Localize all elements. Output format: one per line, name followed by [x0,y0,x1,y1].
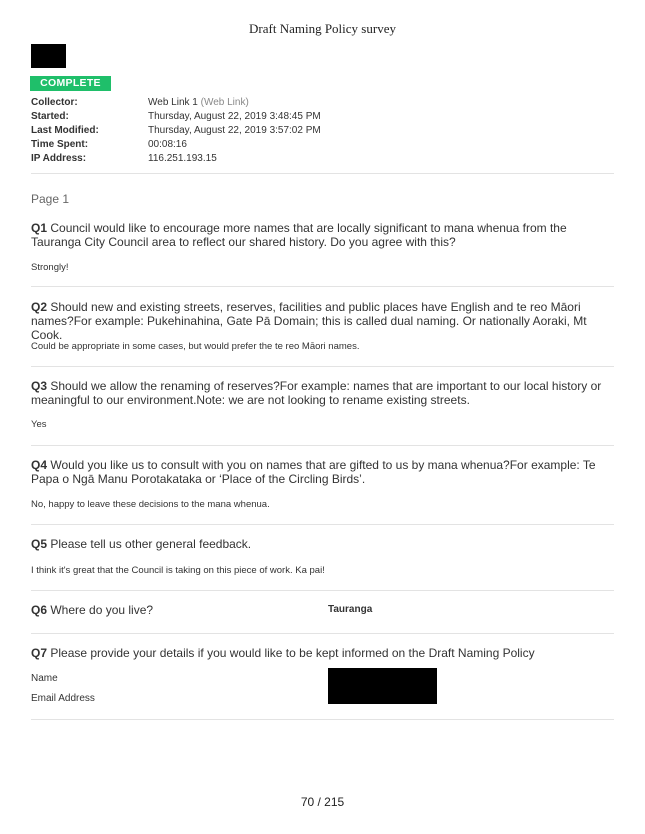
question-number: Q4 [31,458,48,472]
question-4 [31,458,614,518]
redacted-logo [31,44,66,68]
question-number: Q2 [31,300,48,314]
question-text [31,646,614,660]
collector-name: Web Link 1 [148,97,198,108]
question-number: Q1 [31,221,48,235]
question-5 [31,537,614,582]
question-body: Please tell us other general feedback. [47,537,252,551]
question-2 [31,300,614,360]
collector-type: (Web Link) [197,97,249,108]
divider [31,590,614,591]
page-number: 70 / 215 [300,795,345,809]
field-label-email: Email Address [31,693,95,704]
meta-value: 116.251.193.15 [148,153,217,164]
question-body: Should new and existing streets, reserves, facilities and public places have English and te reo Māori names?For example: Pukehinahina, Gate Pā Domain; this is called dual naming. Or nationally Aoraki, Mt Cook. [31,300,587,342]
question-number: Q3 [31,379,48,393]
question-text [31,221,614,249]
meta-row-time-spent [31,138,614,152]
question-number: Q7 [31,646,48,660]
meta-value: Thursday, August 22, 2019 3:57:02 PM [148,125,321,136]
meta-label: IP Address: [31,153,87,164]
question-7 [31,646,614,716]
document-title: Draft Naming Policy survey [249,21,396,36]
meta-row-collector [31,96,614,110]
meta-row-ip-address [31,152,614,166]
meta-value [148,96,249,110]
answer-text: I think it's great that the Council is taking on this piece of work. Ka pai! [31,565,325,576]
status-badge: COMPLETE [30,76,111,91]
divider [31,633,614,634]
redacted-contact-details [328,668,437,704]
question-6 [31,603,614,623]
meta-value: Thursday, August 22, 2019 3:48:45 PM [148,111,321,122]
question-text [31,603,614,617]
question-1 [31,221,614,281]
divider [31,719,614,720]
question-body: Should we allow the renaming of reserves?For example: names that are important to our local history or meaningful to our environment.Note: we are not looking to rename existing streets. [31,379,602,407]
meta-row-started [31,110,614,124]
question-text [31,379,614,407]
meta-label: Collector: [31,97,78,108]
question-text [31,458,614,486]
response-metadata [31,96,614,166]
page-label: Page 1 [31,192,70,206]
answer-text: Strongly! [31,262,69,273]
divider [31,524,614,525]
divider [31,286,614,287]
divider [31,445,614,446]
divider [31,173,614,174]
question-body: Would you like us to consult with you on names that are gifted to us by mana whenua?For example: Te Papa o Ngā Manu Porotakataka or ‘Place of the Circling Birds’. [31,458,596,486]
question-body: Where do you live? [47,603,154,617]
meta-row-last-modified [31,124,614,138]
answer-text: Yes [31,419,47,430]
answer-text: No, happy to leave these decisions to the mana whenua. [31,499,270,510]
divider [31,366,614,367]
meta-label: Started: [31,111,69,122]
question-text [31,300,614,342]
meta-label: Last Modified: [31,125,99,136]
meta-value: 00:08:16 [148,139,187,150]
question-body: Council would like to encourage more names that are locally significant to mana whenua from the Tauranga City Council area to reflect our shared history. Do you agree with this? [31,221,567,249]
question-3 [31,379,614,439]
answer-text: Tauranga [328,604,373,615]
answer-text: Could be appropriate in some cases, but would prefer the te reo Māori names. [31,341,360,352]
question-number: Q5 [31,537,48,551]
field-label-name: Name [31,673,58,684]
meta-label: Time Spent: [31,139,89,150]
question-number: Q6 [31,603,48,617]
question-body: Please provide your details if you would like to be kept informed on the Draft Naming Policy [47,646,535,660]
question-text [31,537,614,551]
